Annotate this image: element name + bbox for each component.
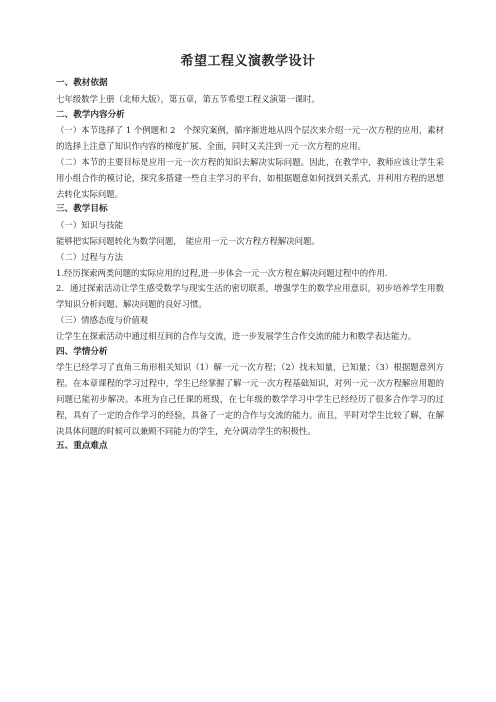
section-heading-content-analysis: 二、教学内容分析 <box>56 109 125 120</box>
paragraph: （二）本节的主要目标是应用一元一次方程的知识去解决实际问题。因此，在教学中，教师应该让学生采用小组合作的模讨论，探究多搭建一些自主学习的平台，如根据题意如何找到关系式，并利用方程的思想去转化实际问题。 <box>56 156 444 199</box>
section-heading-key-points: 五、重点难点 <box>56 441 108 452</box>
paragraph: 七年级数学上册（北师大版），第五章，第五节希望工程义演第一课时。 <box>56 93 320 104</box>
section-heading-materials: 一、教材依据 <box>56 78 108 88</box>
subheading: （三）情感态度与价值观 <box>56 314 149 325</box>
paragraph: 2．通过探索活动让学生感受数学与现实生活的密切联系，增强学生的数学应用意识，初步培养学生用数学知识分析问题、解决问题的良好习惯。 <box>56 283 444 310</box>
subheading: （一）知识与技能 <box>56 220 123 231</box>
paragraph: （一）本节选择了 1 个例题和 2 个探究案例，循序渐进地从四个层次来介绍一元一次方程的应用，素材的选择上注意了知识作内容的梯度扩展、全面，同时又关注到一元一次方程的应用。 <box>56 125 444 152</box>
paragraph: 学生已经学习了直角三角形相关知识（1）解一元一次方程；（2）找未知量，已知量；（3）根据题意列方程。在本章课程的学习过程中，学生已经掌握了解一元一次方程基础知识，对列一元一次方程解应用题的问题已能初步解决。本班为自己任课的班级，在七年级的数学学习中学生已经经历了很多合作学习的过程，具有了一定的合作学习的经验，具备了一定的合作与交流的能力。而且，平时对学生比较了解，在解决具体问题的时候可以兼顾不同能力的学生，充分调动学生的积极性。 <box>56 362 444 436</box>
document-title: 希望工程义演教学设计 <box>180 54 316 69</box>
document-body <box>56 76 444 455</box>
paragraph: 1.经历探索两类问题的实际应用的过程,进一步体会一元一次方程在解决问题过程中的作用. <box>56 267 388 278</box>
subheading: （二）过程与方法 <box>56 251 123 262</box>
paragraph: 能够把实际问题转化为数学问题， 能应用一元一次方程方程解决问题。 <box>56 235 320 246</box>
section-heading-objectives: 三、教学目标 <box>56 204 108 215</box>
section-heading-learner-analysis: 四、学情分析 <box>56 346 108 357</box>
paragraph: 让学生在探索活动中通过相互间的合作与交流，进一步发展学生合作交流的能力和数学表达能力。 <box>56 330 417 341</box>
